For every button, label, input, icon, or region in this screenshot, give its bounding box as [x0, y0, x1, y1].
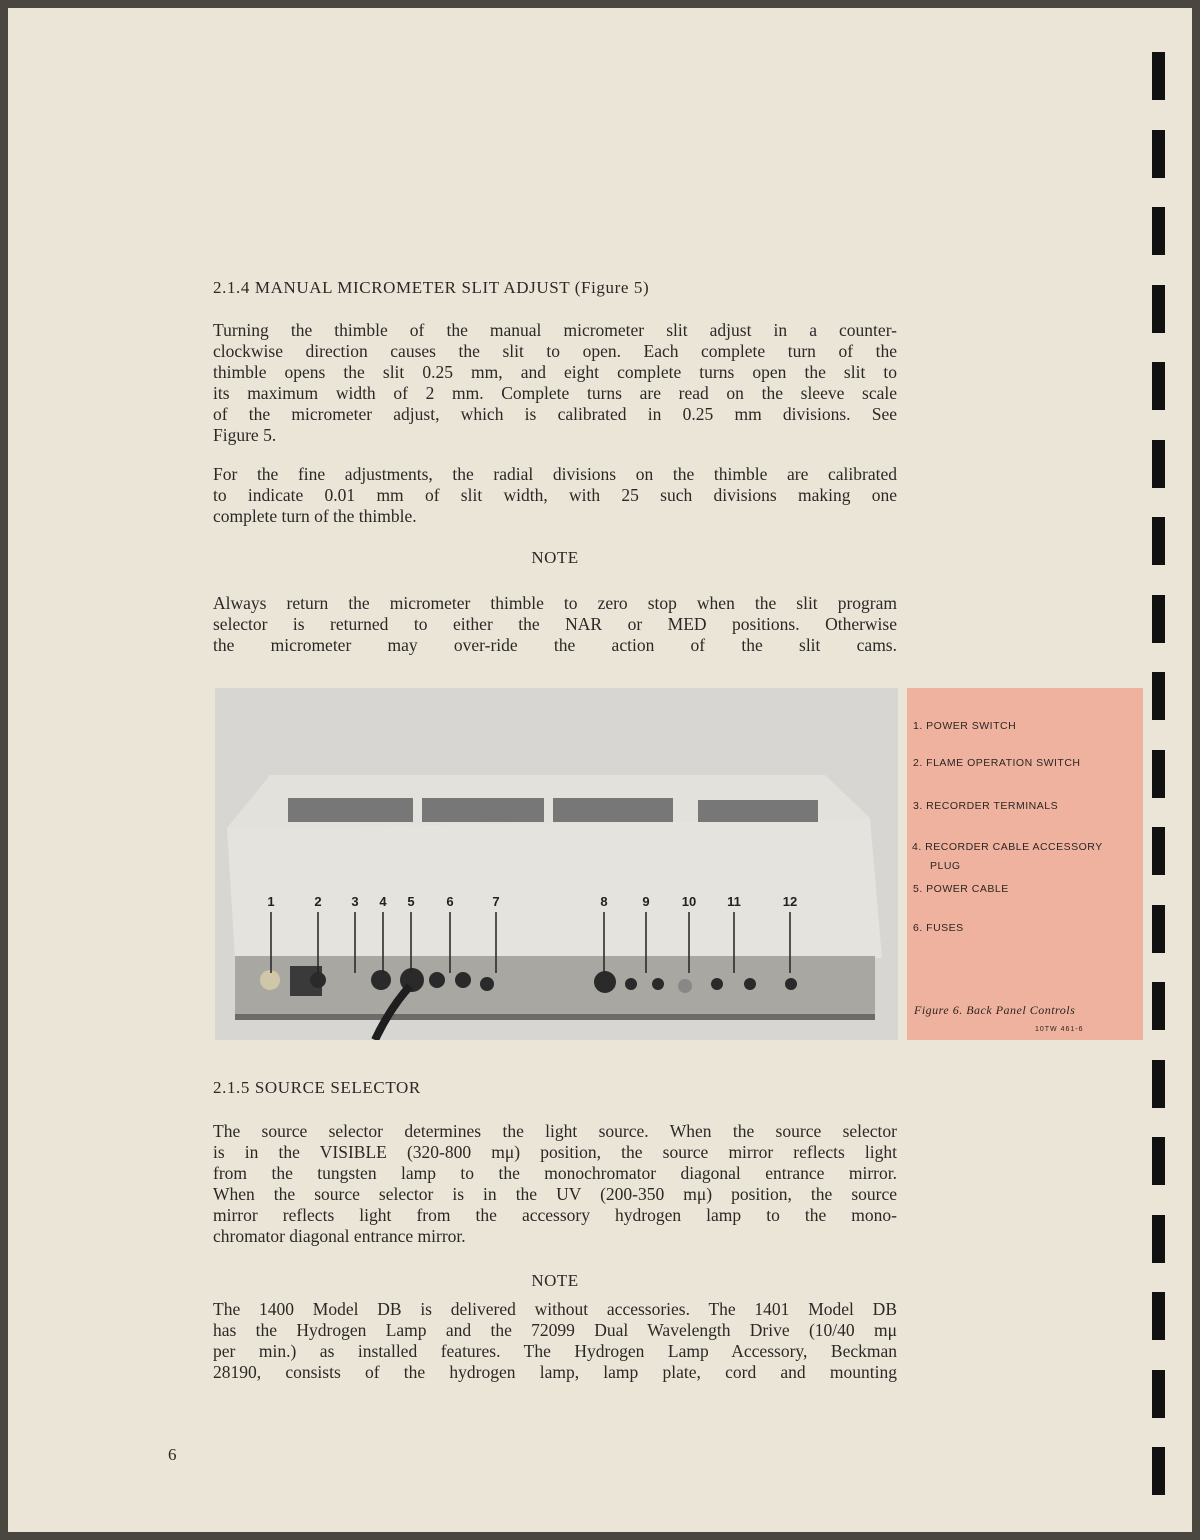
- legend-item: 5. POWER CABLE: [913, 883, 1009, 895]
- text-line: per min.) as installed features. The Hydrogen Lamp Accessory, Beckman: [213, 1341, 897, 1361]
- paragraph-source-selector: [213, 1121, 897, 1247]
- text-line: has the Hydrogen Lamp and the 72099 Dual Wavelength Drive (10/40 mμ: [213, 1320, 897, 1340]
- back-panel-photo: [215, 688, 898, 1040]
- paragraph-fine-adjust: [213, 464, 897, 527]
- text-line: selector is returned to either the NAR or MED positions. Otherwise: [213, 614, 897, 634]
- note-text: [213, 593, 897, 656]
- vent-grilles: [288, 798, 818, 822]
- text-line: The source selector determines the light source. When the source selector: [213, 1121, 897, 1141]
- callout-number: 6: [446, 894, 454, 909]
- callout-number: 9: [642, 894, 650, 909]
- legend-item: 4. RECORDER CABLE ACCESSORY: [912, 841, 1103, 853]
- text-line: For the fine adjustments, the radial divisions on the thimble are calibrated: [213, 464, 897, 484]
- binding-hole: [1152, 52, 1165, 100]
- note-heading-2: NOTE: [531, 1271, 579, 1290]
- callout-number: 10: [681, 894, 697, 909]
- text-line: 28190, consists of the hydrogen lamp, lamp plate, cord and mounting: [213, 1362, 897, 1382]
- text-line: complete turn of the thimble.: [213, 506, 417, 526]
- text-line: chromator diagonal entrance mirror.: [213, 1226, 466, 1246]
- callout-number: 4: [379, 894, 387, 909]
- legend-item: 6. FUSES: [913, 922, 964, 934]
- text-line: thimble opens the slit 0.25 mm, and eight complete turns open the slit to: [213, 362, 897, 382]
- callout-number: 2: [314, 894, 322, 909]
- callout-number: 11: [727, 894, 741, 909]
- binding-hole: [1152, 750, 1165, 798]
- legend-item: 2. FLAME OPERATION SWITCH: [913, 757, 1081, 769]
- text-line: Turning the thimble of the manual micrometer slit adjust in a counter-: [213, 320, 897, 340]
- section-heading-2-1-5: 2.1.5 SOURCE SELECTOR: [213, 1078, 421, 1097]
- section-heading-2-1-4: 2.1.4 MANUAL MICROMETER SLIT ADJUST (Figure 5): [213, 278, 650, 297]
- callout-number: 1: [267, 894, 275, 909]
- binding-hole: [1152, 207, 1165, 255]
- text-line: is in the VISIBLE (320-800 mμ) position, the source mirror reflects light: [213, 1142, 897, 1162]
- binding-hole: [1152, 1137, 1165, 1185]
- binding-hole: [1152, 285, 1165, 333]
- note-text-2: [213, 1299, 897, 1383]
- binding-hole: [1152, 130, 1165, 178]
- callout-number: 8: [600, 894, 608, 909]
- text-line: Always return the micrometer thimble to zero stop when the slit program: [213, 593, 897, 613]
- binding-hole: [1152, 517, 1165, 565]
- text-line: mirror reflects light from the accessory hydrogen lamp to the mono-: [213, 1205, 897, 1225]
- binding-hole: [1152, 905, 1165, 953]
- text-line: clockwise direction causes the slit to open. Each complete turn of the: [213, 341, 897, 361]
- page-number: 6: [168, 1445, 177, 1464]
- binding-hole: [1152, 1292, 1165, 1340]
- figure-legend: [907, 688, 1143, 1040]
- figure-code: 10TW 461-6: [1035, 1026, 1084, 1033]
- binding-hole: [1152, 827, 1165, 875]
- note-heading: NOTE: [531, 548, 579, 567]
- figure-caption: Figure 6. Back Panel Controls: [914, 1003, 1076, 1017]
- text-line: When the source selector is in the UV (200-350 mμ) position, the source: [213, 1184, 897, 1204]
- binding-hole: [1152, 362, 1165, 410]
- binding-hole: [1152, 1370, 1165, 1418]
- legend-item: PLUG: [930, 860, 961, 872]
- text-line: the micrometer may over-ride the action of the slit cams.: [213, 635, 897, 655]
- text-line: The 1400 Model DB is delivered without accessories. The 1401 Model DB: [213, 1299, 897, 1319]
- paragraph-slit-adjust: [213, 320, 897, 446]
- text-line: of the micrometer adjust, which is calibrated in 0.25 mm divisions. See: [213, 404, 897, 424]
- device-cover: [227, 818, 882, 958]
- binding-hole: [1152, 1060, 1165, 1108]
- legend-item: 3. RECORDER TERMINALS: [913, 800, 1059, 812]
- binding-hole: [1152, 1447, 1165, 1495]
- callout-number: 7: [492, 894, 500, 909]
- binding-hole: [1152, 982, 1165, 1030]
- callout-number: 3: [351, 894, 359, 909]
- text-line: its maximum width of 2 mm. Complete turns are read on the sleeve scale: [213, 383, 897, 403]
- text-line: Figure 5.: [213, 425, 277, 445]
- callout-number: 5: [407, 894, 415, 909]
- binding-hole: [1152, 440, 1165, 488]
- binding-hole: [1152, 672, 1165, 720]
- binding-hole: [1152, 595, 1165, 643]
- callout-number: 12: [782, 894, 798, 909]
- device-chassis: [235, 956, 875, 1016]
- legend-item: 1. POWER SWITCH: [913, 720, 1017, 732]
- text-line: from the tungsten lamp to the monochromator diagonal entrance mirror.: [213, 1163, 897, 1183]
- text-line: to indicate 0.01 mm of slit width, with 25 such divisions making one: [213, 485, 897, 505]
- binding-hole: [1152, 1215, 1165, 1263]
